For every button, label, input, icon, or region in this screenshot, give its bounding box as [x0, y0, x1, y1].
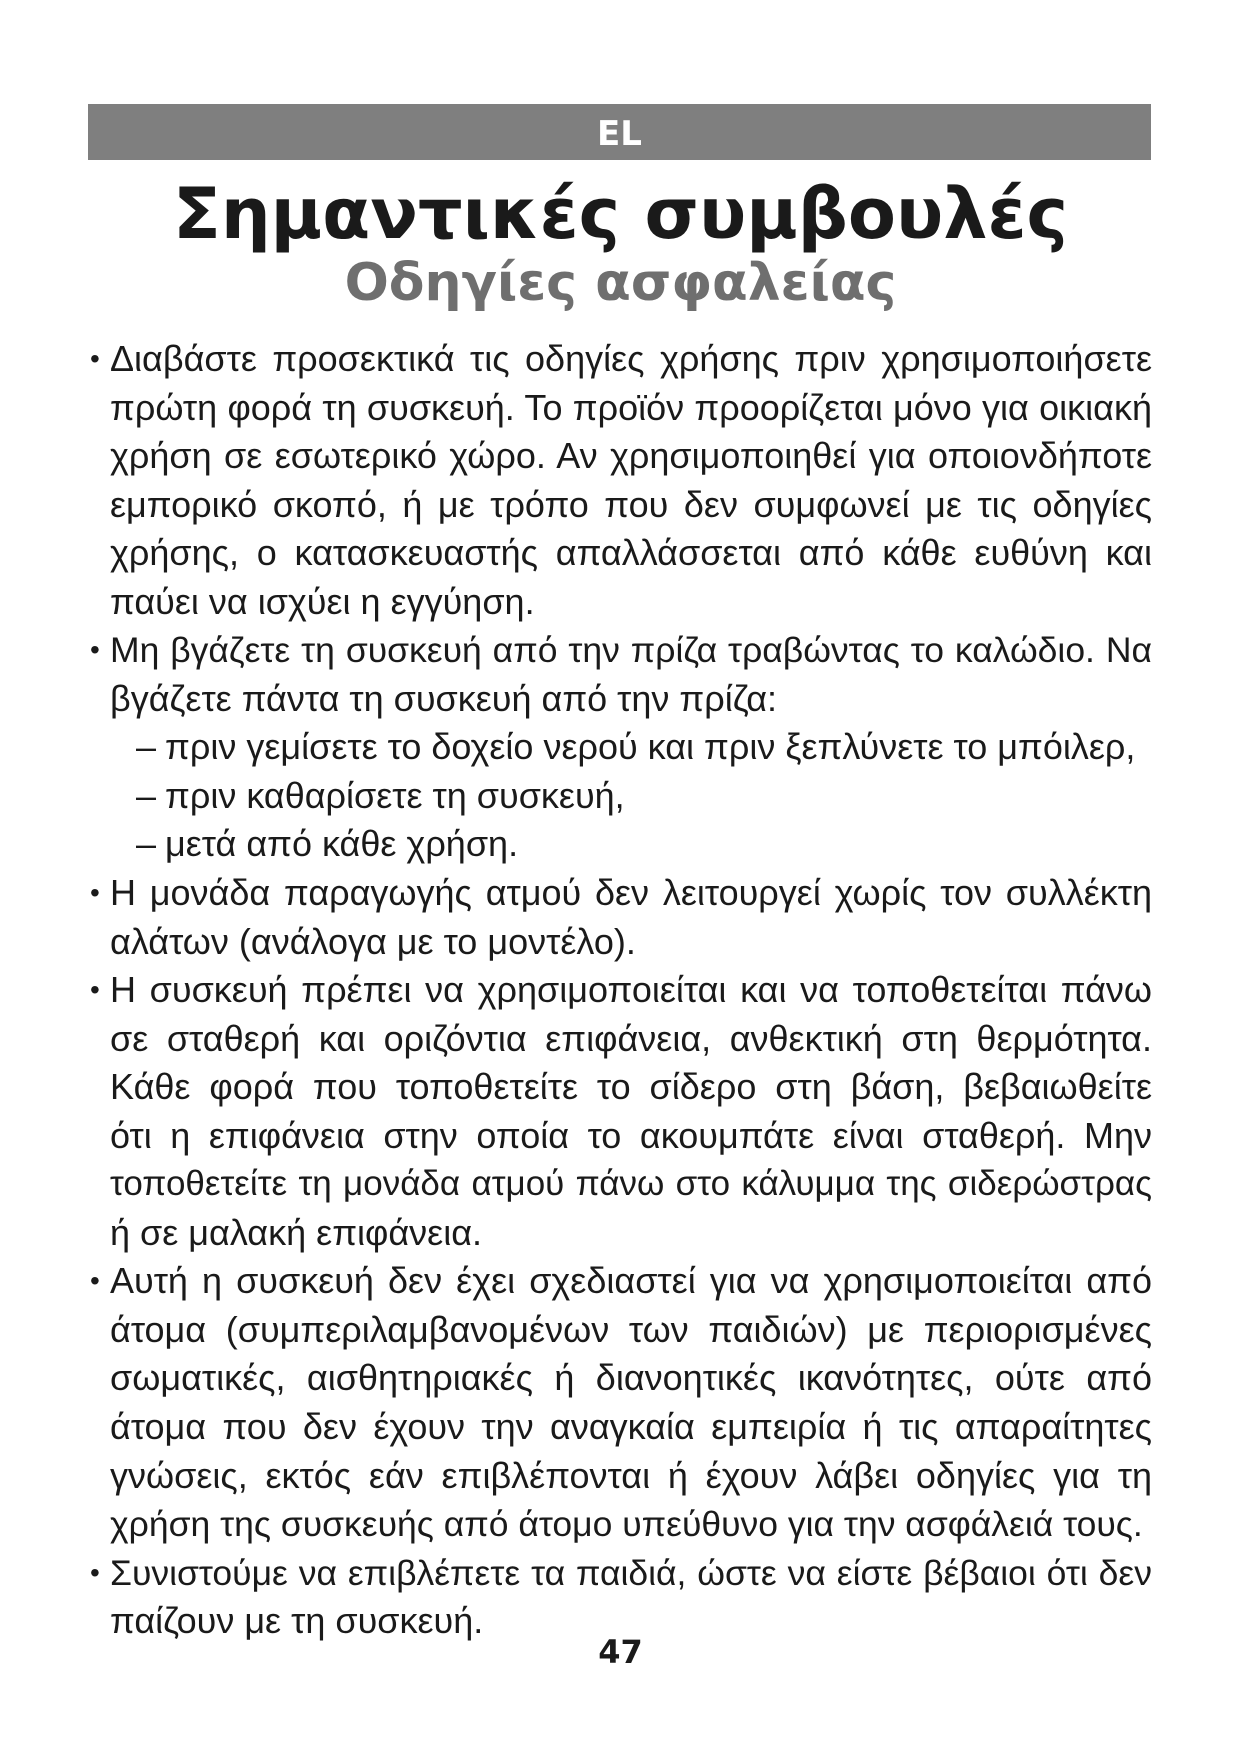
bullet-line: • Μη βγάζετε τη συσκευή από την πρίζα τραβώντας το καλώδιο. Να: [90, 626, 1152, 675]
sub-item-text: μετά από κάθε χρήση.: [165, 823, 519, 865]
text-line: χρήσης, ο κατασκευαστής απαλλάσσεται από κάθε ευθύνη και: [110, 532, 1152, 574]
bullet-line: • Η συσκευή πρέπει να χρησιμοποιείται και να τοποθετείται πάνω: [90, 966, 1152, 1015]
language-bar: [88, 104, 1151, 160]
page-title: Σημαντικές συμβουλές: [173, 173, 1068, 255]
safety-instructions: [90, 335, 1152, 1646]
text-line: γνώσεις, εκτός εάν επιβλέπονται ή έχουν λάβει οδηγίες για τη: [110, 1454, 1152, 1496]
page-subtitle: Οδηγίες ασφαλείας: [344, 253, 897, 313]
text-line: χρήση της συσκευής από άτομο υπεύθυνο για την ασφάλειά τους.: [110, 1504, 1143, 1545]
page-number: 47: [598, 1633, 643, 1671]
text-line: τοποθετείτε τη μονάδα ατμού πάνω στο κάλυμμα της σιδερώστρας: [110, 1164, 1152, 1204]
sub-item-text: πριν γεμίσετε το δοχείο νερού και πριν ξεπλύνετε το μπόιλερ,: [165, 726, 1136, 768]
bullet-line: • Συνιστούμε να επιβλέπετε τα παιδιά, ώστε να είστε βέβαιοι ότι δεν: [90, 1549, 1152, 1598]
text-line: πρώτη φορά τη συσκευή. Το προϊόν προορίζεται μόνο για οικιακή: [110, 386, 1152, 428]
text-line: εμπορικό σκοπό, ή με τρόπο που δεν συμφωνεί με τις οδηγίες: [110, 483, 1152, 525]
text-line: σωματικές, αισθητηριακές ή διανοητικές ικανότητες, ούτε από: [110, 1357, 1152, 1399]
text-line: ότι η επιφάνεια στην οποία το ακουμπάτε είναι σταθερή. Μην: [110, 1114, 1152, 1156]
text-line: παίζουν με τη συσκευή.: [110, 1600, 484, 1642]
text-line: σε σταθερή και οριζόντια επιφάνεια, ανθεκτική στη θερμότητα.: [110, 1017, 1152, 1059]
bullet-line: • Αυτή η συσκευή δεν έχει σχεδιαστεί για να χρησιμοποιείται από: [90, 1257, 1152, 1306]
sub-item: [90, 723, 1152, 772]
language-code: EL: [597, 114, 642, 154]
bullet-line: • Η μονάδα παραγωγής ατμού δεν λειτουργεί χωρίς τον συλλέκτη: [90, 869, 1152, 918]
text-line: βγάζετε πάντα τη συσκευή από την πρίζα:: [110, 677, 778, 719]
sub-item: [90, 772, 1152, 821]
sub-item-text: πριν καθαρίσετε τη συσκευή,: [165, 774, 625, 816]
text-line: αλάτων (ανάλογα με το μοντέλο).: [110, 920, 636, 962]
text-line: άτομα που δεν έχουν την αναγκαία εμπειρία ή τις απαραίτητες: [110, 1406, 1152, 1448]
bullet-line: • Διαβάστε προσεκτικά τις οδηγίες χρήσης πριν χρησιμοποιήσετε: [90, 335, 1152, 384]
text-line: ή σε μαλακή επιφάνεια.: [110, 1211, 483, 1253]
text-line: άτομα (συμπεριλαμβανομένων των παιδιών) με περιορισμένες: [110, 1308, 1152, 1350]
text-line: παύει να ισχύει η εγγύηση.: [110, 580, 535, 622]
sub-item: [90, 820, 1152, 869]
text-line: Κάθε φορά που τοποθετείτε το σίδερο στη βάση, βεβαιωθείτε: [110, 1066, 1152, 1108]
text-line: χρήση σε εσωτερικό χώρο. Αν χρησιμοποιηθεί για οποιονδήποτε: [110, 435, 1152, 477]
